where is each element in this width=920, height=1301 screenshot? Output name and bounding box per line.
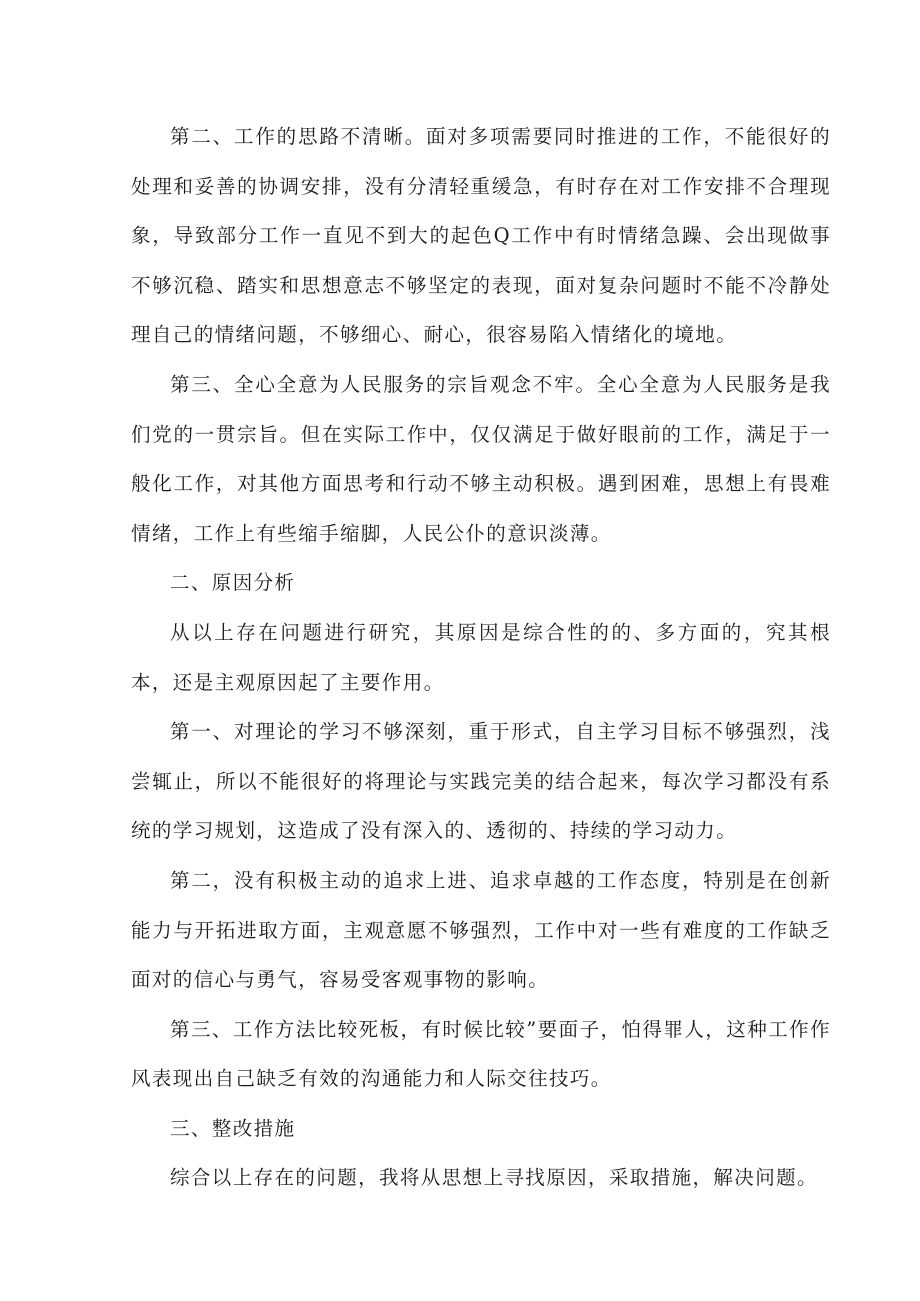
paragraph-cause-method: 第三、工作方法比较死板，有时候比较”要面子，怕得罪人，这种工作作风表现出自己缺乏有效的沟通能力和人际交往技巧。 <box>131 1017 831 1091</box>
paragraph-cause-intro: 从以上存在问题进行研究，其原因是综合性的的、多方面的，究其根本，还是主观原因起了主要作用。 <box>131 620 831 694</box>
paragraph-work-thinking: 第二、工作的思路不清晰。面对多项需要同时推进的工作，不能很好的处理和妥善的协调安排，没有分清轻重缓急，有时存在对工作安排不合理现象，导致部分工作一直见不到大的起色Q工作中有时情绪急躁、会出现做事不够沉稳、踏实和思想意志不够坚定的表现，面对复杂问题时不能不冷静处理自己的情绪问题，不够细心、耐心，很容易陷入情绪化的境地。 <box>131 125 831 347</box>
paragraph-rectification-intro: 综合以上存在的问题，我将从思想上寻找原因，采取措施，解决问题。 <box>170 1166 818 1190</box>
paragraph-cause-theory: 第一、对理论的学习不够深刻，重于形式，自主学习目标不够强烈，浅尝辄止，所以不能很好的将理论与实践完美的结合起来，每次学习都没有系统的学习规划，这造成了没有深入的、透彻的、持续的学习动力。 <box>131 720 831 843</box>
paragraph-service-purpose: 第三、全心全意为人民服务的宗旨观念不牢。全心全意为人民服务是我们党的一贯宗旨。但在实际工作中，仅仅满足于做好眼前的工作，满足于一般化工作，对其他方面思考和行动不够主动积极。遇到困难，思想上有畏难情绪，工作上有些缩手缩脚，人民公仆的意识淡薄。 <box>131 372 831 545</box>
section-heading-rectification: 三、整改措施 <box>170 1116 296 1140</box>
paragraph-cause-attitude: 第二，没有积极主动的追求上进、追求卓越的工作态度，特别是在创新能力与开拓进取方面，主观意愿不够强烈，工作中对一些有难度的工作缺乏面对的信心与勇气，容易受客观事物的影响。 <box>131 868 831 992</box>
section-heading-cause-analysis: 二、原因分析 <box>170 571 296 595</box>
document-body <box>131 112 831 1203</box>
